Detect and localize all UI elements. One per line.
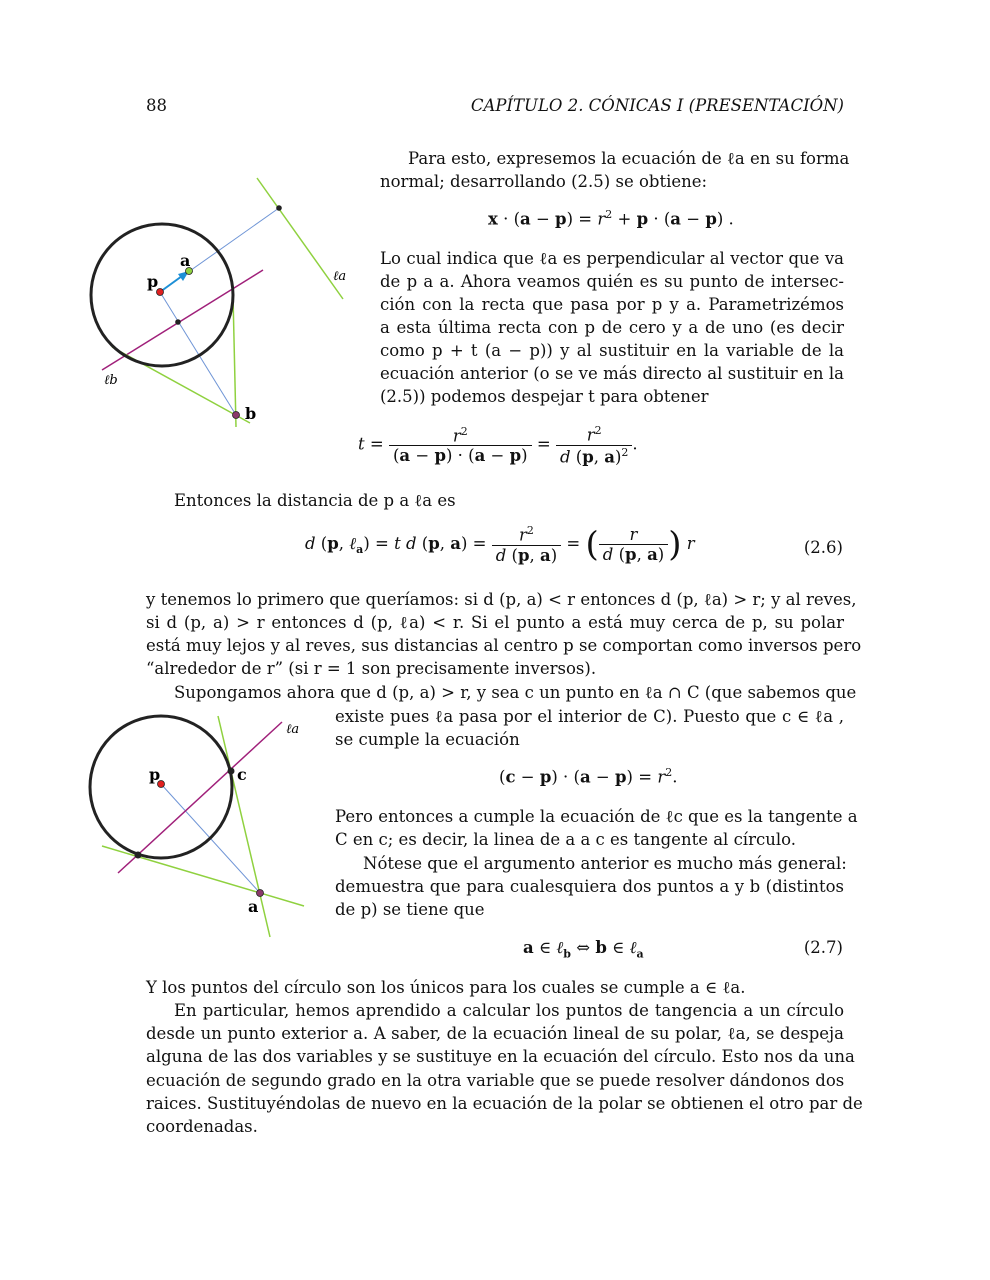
tangent-line-2 [233, 295, 236, 427]
label-la: ℓa [333, 269, 347, 284]
text-line: alguna de las dos variables y se sustituye en la ecuación del círculo. Esto nos da una [146, 1047, 855, 1066]
text-line: Y los puntos del círculo son los únicos para los cuales se cumple a ∈ ℓa. [146, 978, 746, 997]
text-line: como p + t (a − p)) y al sustituir en la variable de la [380, 341, 844, 360]
label-la: ℓa [286, 722, 300, 737]
equation-number: (2.7) [803, 938, 843, 957]
text-line: desde un punto exterior a. A saber, de la ecuación lineal de su polar, ℓa, se despeja [146, 1024, 844, 1043]
polar-line-la [118, 722, 282, 873]
text-line: raices. Sustituyéndolas de nuevo en la ecuación de la polar se obtienen el otro par de [146, 1094, 863, 1113]
point-a [257, 890, 264, 897]
point-intersection-la [276, 205, 282, 211]
figure-polar-line [85, 170, 360, 435]
point-intersection-lb [175, 319, 181, 325]
text-line: coordenadas. [146, 1117, 258, 1136]
text-line: ecuación de segundo grado en la otra variable que se puede resolver dándonos dos [146, 1071, 845, 1090]
text-line: existe pues ℓa pasa por el interior de C). Puesto que c ∈ ℓa , [335, 707, 844, 726]
text-line: si d (p, a) > r entonces d (p, ℓa) < r. Si el punto a está muy cerca de p, su polar [146, 613, 844, 632]
equation-distance: d (p, ℓ$_a$) = t d (p, a) = $\frac{r^2}{d (p, a)}$ = ( $\frac{r}{d (p, a)}$ ) r [305, 524, 695, 565]
point-b [233, 412, 240, 419]
text-line: Pero entonces a cumple la ecuación de ℓc que es la tangente a [335, 807, 858, 826]
equation-normal-form: $x \cdot (a - p) = r^2 + p \cdot (a - p)$ . [488, 208, 734, 229]
point-tangent-lower [135, 852, 142, 859]
text-line: ecuación anterior (o se ve más directo al sustituir en la [380, 364, 844, 383]
text-line: normal; desarrollando (2.5) se obtiene: [380, 172, 708, 191]
text-line: (2.5)) podemos despejar t para obtener [380, 387, 709, 406]
tangent-line-lower [102, 846, 304, 906]
vector-arrow [160, 276, 182, 292]
equation-parameter-t: t = $\frac{r^2}{(a - p) \cdot (a - p)}$ = $\frac{r^2}{d (p, a)^2}$ . [358, 424, 638, 466]
label-b: b [245, 404, 257, 423]
label-a: a [180, 251, 191, 270]
point-c [228, 768, 235, 775]
text-line: de p a a. Ahora veamos quién es su punto de intersec- [380, 272, 844, 291]
text-line: demuestra que para cualesquiera dos puntos a y b (distintos [335, 877, 844, 896]
text-line: En particular, hemos aprendido a calcular los puntos de tangencia a un círculo [174, 1001, 844, 1020]
label-a: a [248, 897, 259, 916]
label-c: c [237, 765, 247, 784]
page-number: 88 [146, 96, 167, 115]
text-line: Supongamos ahora que d (p, a) > r, y sea c un punto en ℓa ∩ C (que sabemos que [174, 683, 857, 702]
text-line: está muy lejos y al reves, sus distancias al centro p se comportan como inversos pero [146, 636, 862, 655]
text-line: Entonces la distancia de p a ℓa es [174, 491, 456, 510]
text-line: y tenemos lo primero que queríamos: si d (p, a) < r entonces d (p, ℓa) > r; y al reves, [146, 590, 857, 609]
label-lb: ℓb [104, 373, 118, 388]
equation-point-c: $(c - p) \cdot (a - p) = r^2$. [499, 766, 678, 787]
text-line: ción con la recta que pasa por p y a. Parametrizémos [380, 295, 844, 314]
tangent-line-c [218, 716, 270, 937]
text-line: de p) se tiene que [335, 900, 485, 919]
running-header: CAPÍTULO 2. CÓNICAS I (PRESENTACIÓN) [470, 96, 844, 115]
text-line: C en c; es decir, la linea de a a c es tangente al círculo. [335, 830, 797, 849]
text-line: a esta última recta con p de cero y a de uno (es decir [380, 318, 844, 337]
text-line: Nótese que el argumento anterior es mucho más general: [363, 854, 847, 873]
equation-reciprocity: a ∈ ℓ$_b$ ⇔ b ∈ ℓ$_a$ [523, 938, 644, 961]
polar-line-la [257, 178, 343, 299]
figure-tangent-points [85, 705, 320, 945]
label-p: p [149, 765, 161, 784]
text-line: “alrededor de r” (si r = 1 son precisamente inversos). [146, 659, 597, 678]
text-line: Lo cual indica que ℓa es perpendicular al vector que va [380, 249, 844, 268]
text-line: Para esto, expresemos la ecuación de ℓa en su forma [408, 149, 850, 168]
text-line: se cumple la ecuación [335, 730, 520, 749]
equation-number: (2.6) [803, 538, 843, 557]
label-p: p [147, 272, 159, 291]
